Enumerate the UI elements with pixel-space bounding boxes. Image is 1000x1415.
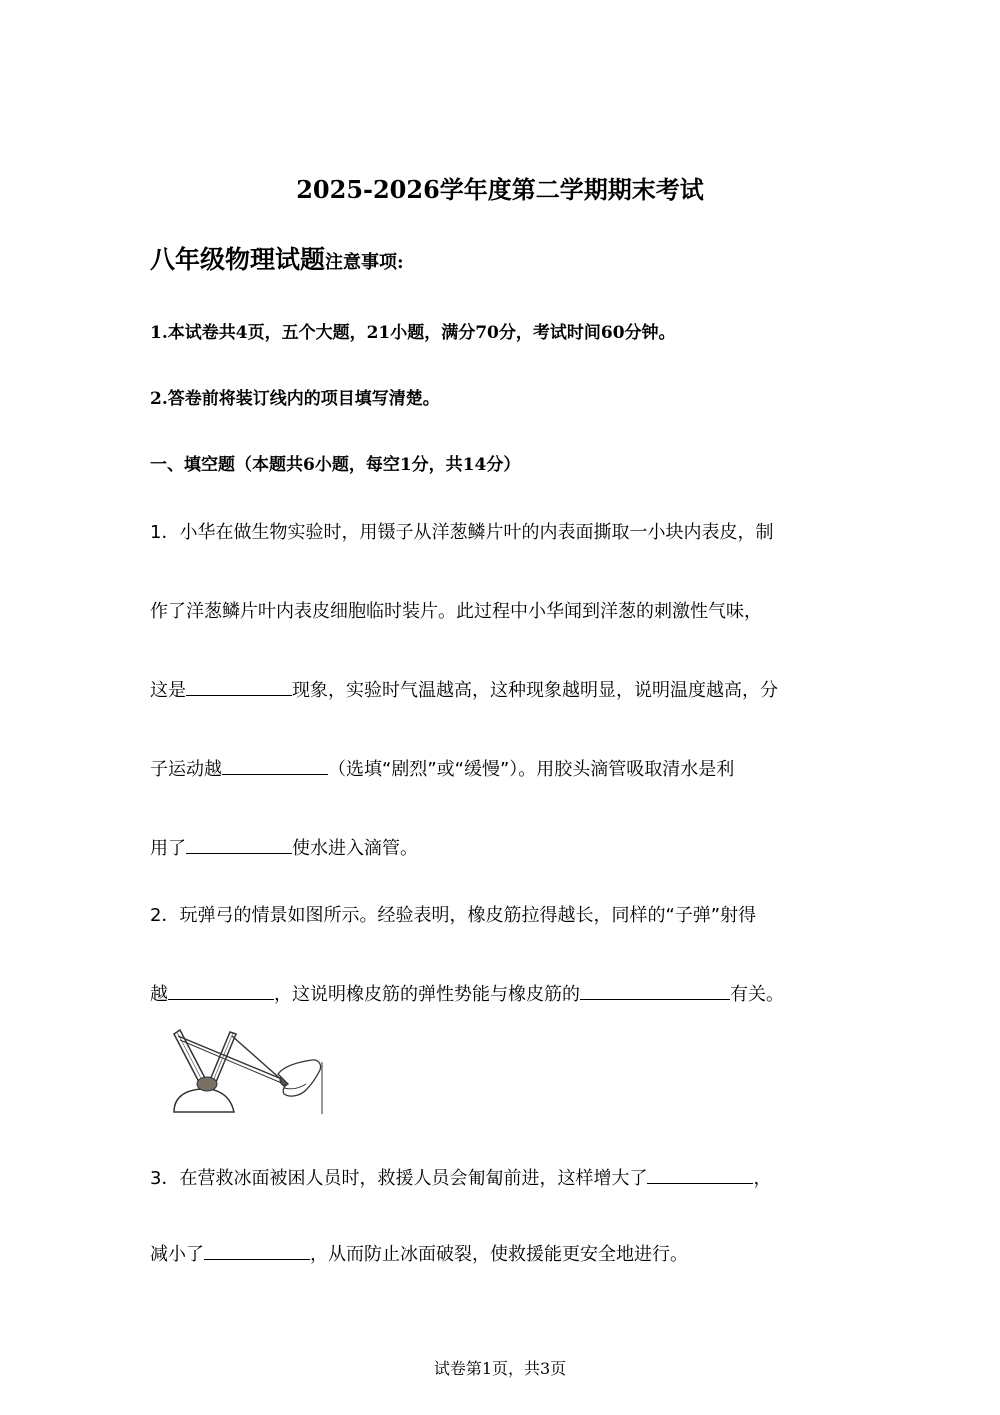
subtitle-row (150, 240, 404, 276)
q3-text-1a: 3．在营救冰面被困人员时，救援人员会匍匐前进，这样增大了 (150, 1168, 648, 1189)
exam-title: 2025-2026学年度第二学期期末考试 (296, 175, 704, 204)
q1-line-5 (150, 834, 418, 860)
q1-text-5a: 用了 (150, 838, 186, 859)
q3-answer-blank-2[interactable] (204, 1241, 310, 1260)
q3-text-1b: ， (753, 1168, 772, 1189)
q2-line-1: 2．玩弹弓的情景如图所示。经验表明，橡皮筋拉得越长，同样的“子弹”射得 (150, 905, 757, 926)
q1-line-3 (150, 676, 778, 702)
q3-line-1 (150, 1164, 771, 1190)
q3-line-2 (150, 1240, 688, 1266)
q2-text-2b: ，这说明橡皮筋的弹性势能与橡皮筋的 (274, 984, 580, 1005)
q3-answer-blank-1[interactable] (647, 1165, 753, 1184)
note-2: 2.答卷前将装订线内的项目填写清楚。 (150, 389, 440, 409)
q1-text-3a: 这是 (150, 680, 186, 701)
q3-text-2a: 减小了 (150, 1244, 204, 1265)
q1-text-5b: 使水进入滴管。 (292, 838, 418, 859)
q1-text-3b: 现象，实验时气温越高，这种现象越明显，说明温度越高，分 (292, 680, 778, 701)
q1-line-1: 1．小华在做生物实验时，用镊子从洋葱鳞片叶的内表面撕取一小块内表皮，制 (150, 522, 774, 543)
q2-answer-blank-2[interactable] (580, 981, 730, 1000)
notice-label: 注意事项: (325, 252, 404, 273)
slingshot-illustration (166, 1026, 326, 1116)
q1-line-2: 作了洋葱鳞片叶内表皮细胞临时装片。此过程中小华闻到洋葱的刺激性气味， (150, 601, 762, 622)
q2-text-2a: 越 (150, 984, 168, 1005)
q1-answer-blank-2[interactable] (222, 756, 328, 775)
q1-answer-blank-1[interactable] (186, 677, 292, 696)
slingshot-icon (166, 1026, 326, 1116)
subject-title: 八年级物理试题 (150, 245, 326, 274)
q2-answer-blank-1[interactable] (168, 981, 274, 1000)
q1-answer-blank-3[interactable] (186, 835, 292, 854)
section-1-heading: 一、填空题（本题共6小题，每空1分，共14分） (150, 455, 521, 475)
q1-line-4 (150, 755, 734, 781)
q1-text-4a: 子运动越 (150, 759, 222, 780)
q3-text-2b: ，从而防止冰面破裂，使救援能更安全地进行。 (310, 1244, 688, 1265)
page-footer: 试卷第1页，共3页 (433, 1359, 567, 1378)
note-1: 1.本试卷共4页，五个大题，21小题，满分70分，考试时间60分钟。 (150, 323, 676, 343)
q2-line-2 (150, 980, 784, 1006)
q1-text-4b: （选填“剧烈”或“缓慢”）。用胶头滴管吸取清水是利 (328, 759, 735, 780)
q2-text-2c: 有关。 (730, 984, 784, 1005)
